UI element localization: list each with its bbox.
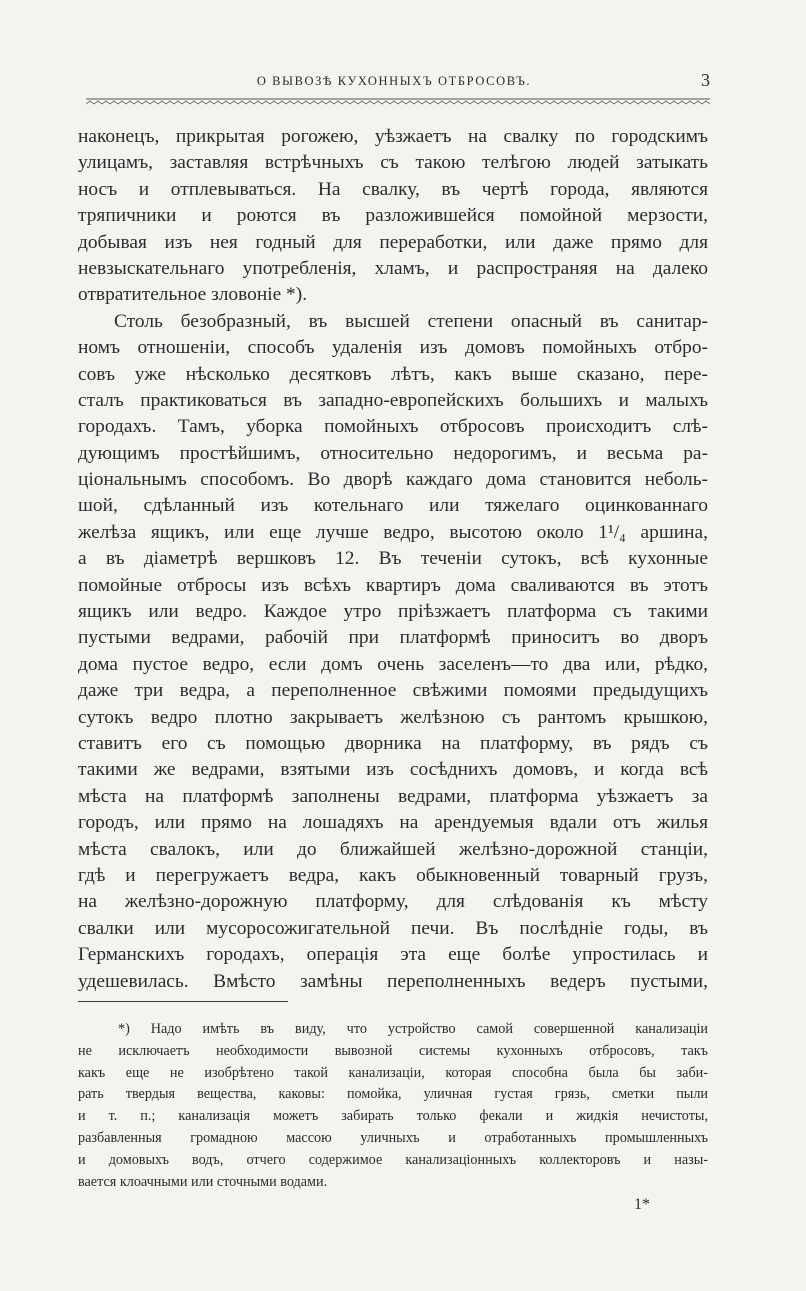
text-line: городахъ. Тамъ, уборка помойныхъ отбросовъ происходитъ слѣ- [78,416,708,438]
text-line: отвратительное зловоніе *). [78,284,308,306]
footnote-line: не исключаетъ необходимости вывозной системы кухонныхъ отбросовъ, такъ [78,1042,708,1059]
text-line: на желѣзно-дорожную платформу, для слѣдованія къ мѣсту [78,891,708,913]
text-line: сутокъ ведро плотно закрываетъ желѣзною съ рантомъ крышкою, [78,706,708,728]
text-line: сталъ практиковаться въ западно-европейскихъ большихъ и малыхъ [78,389,708,411]
text-line: дующимъ простѣйшимъ, относительно недорогимъ, и весьма ра- [78,442,708,464]
text-line: наконецъ, прикрытая рогожею, уѣзжаетъ на свалку по городскимъ [78,126,708,147]
footnote-line: и т. п.; канализація можетъ забирать только фекали и жидкія нечистоты, [78,1108,708,1125]
text-line: Столь безобразный, въ высшей степени опасный въ санитар- [114,310,708,332]
text-line: дома пустое ведро, если домъ очень заселенъ—то два или, рѣдко, [78,653,708,675]
footnote-line: вается клоачными или сточными водами. [78,1173,328,1190]
text-line: мѣста на платформѣ заполнены ведрами, платформа уѣзжаетъ за [78,785,708,807]
decorative-header-rule [86,98,710,106]
text-line: ціональнымъ способомъ. Во дворѣ каждаго дома становится неболь- [78,469,708,491]
text-line: пустыми ведрами, рабочій при платформѣ приноситъ во дворъ [78,627,708,649]
text-line: номъ отношеніи, способъ удаленія изъ домовъ помойныхъ отбро- [78,337,708,359]
text-line: даже три ведра, а переполненное свѣжими помоями предыдущихъ [78,680,708,702]
running-title: О ВЫВОЗѢ КУХОННЫХЪ ОТБРОСОВЪ. [256,74,532,88]
text-line: ящикъ или ведро. Каждое утро пріѣзжаетъ платформа съ такими [78,601,708,623]
text-line: ставитъ его съ помощью дворника на платформу, въ рядъ съ [78,732,708,754]
signature-mark: 1* [634,1196,650,1213]
page-number: 3 [701,70,710,90]
text-line: а въ діаметрѣ вершковъ 12. Въ теченіи сутокъ, всѣ кухонные [78,548,708,570]
text-line: добывая изъ нея годный для переработки, или даже прямо для [78,231,708,253]
text-line: такими же ведрами, взятыми изъ сосѣднихъ домовъ, и когда всѣ [78,759,708,781]
text-line: Германскихъ городахъ, операція эта еще болѣе упростилась и [78,944,708,966]
text-line: помойные отбросы изъ всѣхъ квартиръ дома сваливаются въ этотъ [78,574,708,596]
text-line: мѣста свалокъ, или до ближайшей желѣзно-дорожной станціи, [78,838,708,860]
footnote-line: разбавленныя громадною массою уличныхъ и отработанныхъ промышленныхъ [78,1129,708,1146]
footnote-separator [78,1001,288,1002]
footnote [78,1019,708,1193]
footnote-line: и домовыхъ водъ, отчего содержимое канализаціонныхъ коллекторовъ и назы- [78,1151,708,1168]
text-line: желѣза ящикъ, или еще лучше ведро, высотою около 1¹/₄ аршина, [78,521,708,543]
text-line: невзыскательнаго употребленія, хламъ, и распространяя на далеко [78,257,708,279]
main-text [78,124,708,995]
text-line: совъ уже нѣсколько десятковъ лѣтъ, какъ выше сказано, пере- [78,363,708,385]
text-line: удешевилась. Вмѣсто замѣны переполненныхъ ведеръ пустыми, [78,970,708,992]
text-line: тряпичники и роются въ разложившейся помойной мерзости, [78,205,708,227]
text-line: свалки или мусоросожигательной печи. Въ послѣдніе годы, въ [78,917,708,939]
text-line: гдѣ и перегружаетъ ведра, какъ обыкновенный товарный грузъ, [78,864,708,886]
page-header [78,70,710,94]
footnote-line: *) Надо имѣть въ виду, что устройство самой совершенной канализаціи [118,1021,708,1037]
text-line: городъ, или прямо на лошадяхъ на арендуемыя вдали отъ жилья [78,812,708,834]
text-line: шой, сдѣланный изъ котельнаго или тяжелаго оцинкованнаго [78,495,708,517]
footnote-line: рать твердыя вещества, каковы: помойка, уличная густая грязь, сметки пыли [78,1086,708,1103]
footnote-line: какъ еще не изобрѣтено такой канализаціи, которая способна была бы заби- [78,1064,708,1081]
text-line: носъ и отплевываться. На свалку, въ чертѣ города, являются [78,178,708,200]
text-line: улицамъ, заставляя встрѣчныхъ съ такою телѣгою людей затыкать [78,152,708,174]
